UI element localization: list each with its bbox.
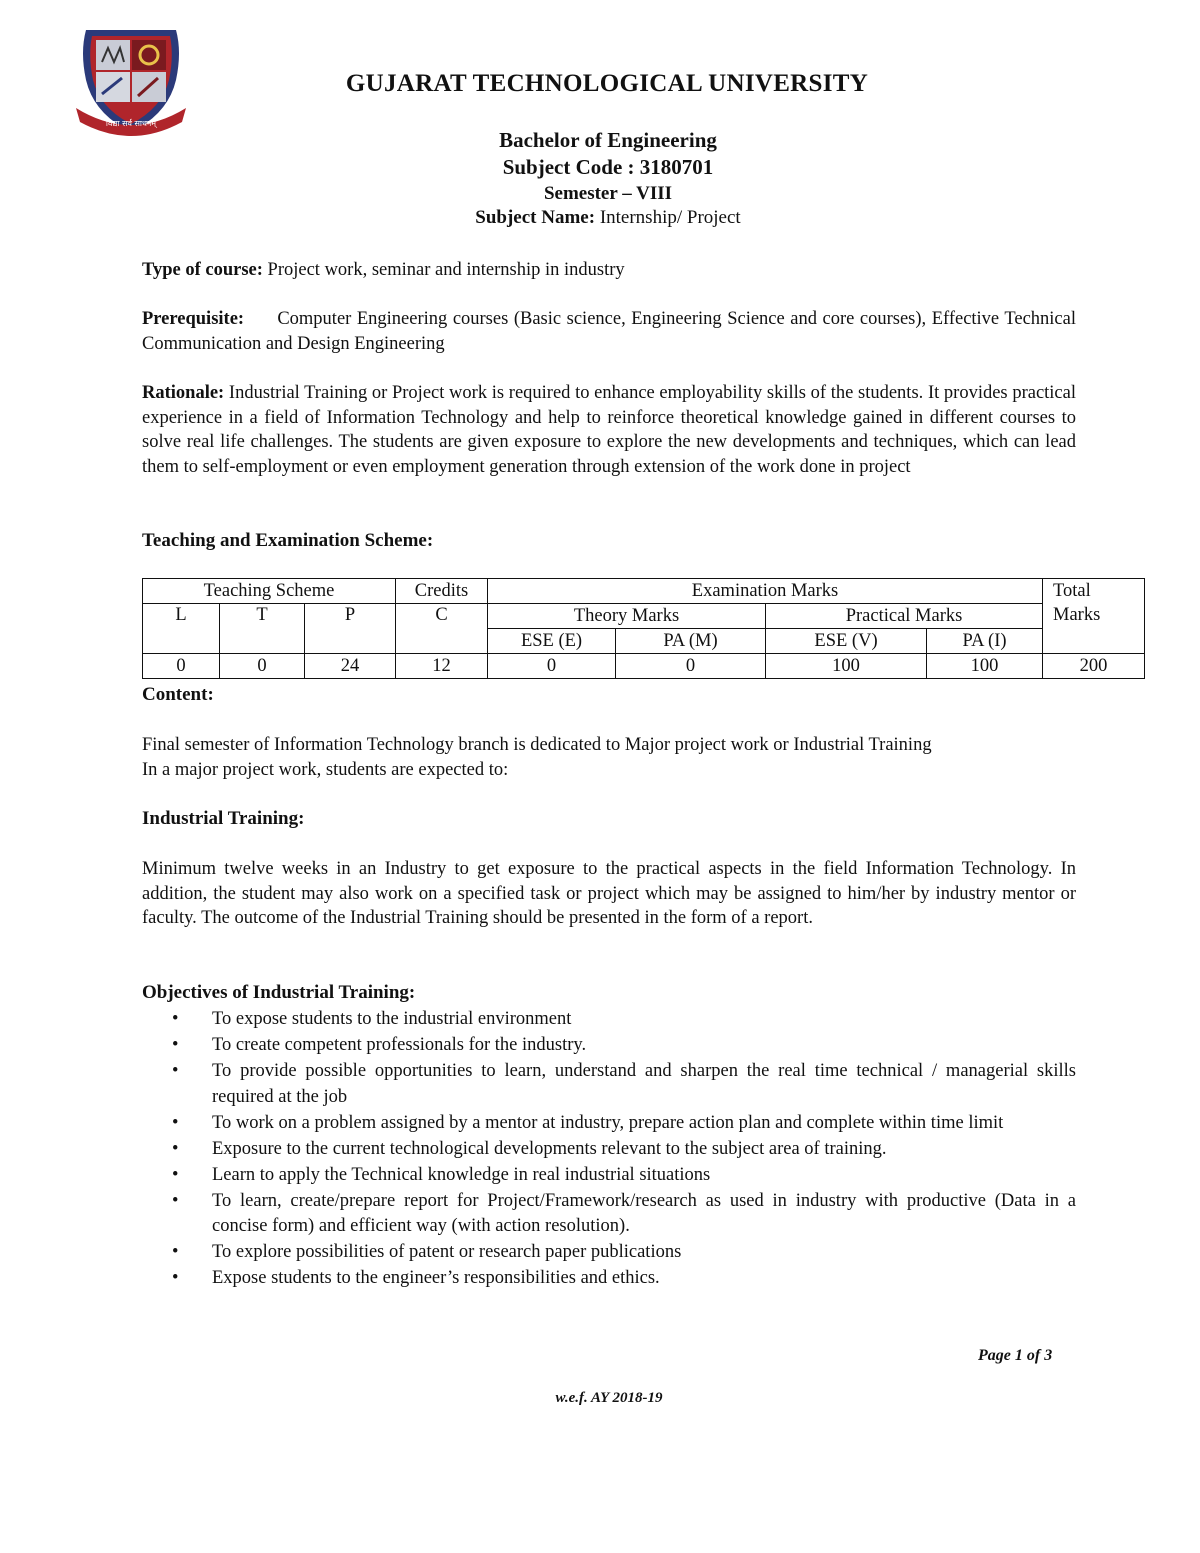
bullet-icon: • bbox=[172, 1035, 179, 1055]
marks-label: Marks bbox=[1053, 605, 1101, 625]
content-line-1: Final semester of Information Technology branch is dedicated to Major project work or Industrial Training bbox=[142, 735, 932, 755]
type-of-course-label: Type of course: bbox=[142, 260, 263, 280]
rationale-value: Industrial Training or Project work is required to enhance employability skills of the students. It provides practical experience in a field of Information Technology and help to reinforce theoretical knowledge gained in different courses to solve real life challenges. The students are given exposure to explore the new developments and techniques, which can lead them to self-employment or even employment generation through extension of the work done in project bbox=[142, 383, 1076, 477]
subject-name bbox=[0, 207, 1200, 229]
tutorial-header: T bbox=[220, 604, 305, 654]
list-item bbox=[142, 1059, 1076, 1110]
total-marks-header bbox=[1043, 579, 1145, 654]
objective-text: Learn to apply the Technical knowledge in real industrial situations bbox=[212, 1164, 711, 1185]
type-of-course-value: Project work, seminar and internship in industry bbox=[267, 260, 625, 280]
logo-motto: विद्या सर्व साधनम् bbox=[105, 119, 157, 128]
list-item bbox=[142, 1266, 1076, 1292]
practical-header: P bbox=[305, 604, 396, 654]
credit-c-header: C bbox=[396, 604, 488, 654]
total-label: Total bbox=[1053, 581, 1091, 601]
list-item bbox=[142, 1240, 1076, 1266]
bullet-icon: • bbox=[172, 1268, 179, 1288]
list-item bbox=[142, 1137, 1076, 1163]
bullet-icon: • bbox=[172, 1190, 179, 1211]
value-total: 200 bbox=[1043, 654, 1145, 679]
objective-text: Exposure to the current technological developments relevant to the subject area of training. bbox=[212, 1138, 887, 1159]
objective-text: To learn, create/prepare report for Project/Framework/research as used in industry with productive (Data in a concise form) and efficient way (with action resolution). bbox=[212, 1190, 1076, 1236]
prerequisite-label: Prerequisite: bbox=[142, 309, 245, 329]
industrial-training-text: Minimum twelve weeks in an Industry to get exposure to the practical aspects in the field Information Technology. In addition, the student may also work on a specified task or project which may be assigned to him/her by industry mentor or faculty. The outcome of the Industrial Training should be presented in the form of a report. bbox=[142, 859, 1076, 929]
list-item bbox=[142, 1033, 1076, 1059]
bullet-icon: • bbox=[172, 1112, 179, 1133]
objective-text: To explore possibilities of patent or research paper publications bbox=[212, 1242, 682, 1262]
ese-v-header: ESE (V) bbox=[766, 629, 927, 654]
list-item bbox=[142, 1007, 1076, 1033]
scheme-heading: Teaching and Examination Scheme: bbox=[142, 530, 434, 551]
type-of-course bbox=[142, 258, 1076, 283]
objective-text: To create competent professionals for the industry. bbox=[212, 1035, 587, 1055]
practical-marks-header: Practical Marks bbox=[766, 604, 1043, 629]
prerequisite-value: Computer Engineering courses (Basic science, Engineering Science and core courses), Effective Technical Communication and Design Engineering bbox=[142, 309, 1076, 354]
objectives-list bbox=[142, 1007, 1076, 1292]
bullet-icon: • bbox=[172, 1061, 179, 1081]
list-item bbox=[142, 1163, 1076, 1189]
objective-text: To provide possible opportunities to learn, understand and sharpen the real time technical / managerial skills required at the job bbox=[212, 1061, 1076, 1107]
objectives-heading: Objectives of Industrial Training: bbox=[142, 982, 416, 1003]
examination-marks-header: Examination Marks bbox=[488, 579, 1043, 604]
objective-text: To work on a problem assigned by a mentor at industry, prepare action plan and complete within time limit bbox=[212, 1112, 1004, 1133]
subject-name-value: Internship/ Project bbox=[599, 207, 741, 228]
rationale-label: Rationale: bbox=[142, 383, 225, 403]
bullet-icon: • bbox=[172, 1164, 179, 1185]
pa-m-header: PA (M) bbox=[616, 629, 766, 654]
prerequisite bbox=[142, 307, 1076, 356]
content-line-2: In a major project work, students are expected to: bbox=[142, 760, 509, 780]
value-t: 0 bbox=[220, 654, 305, 679]
teaching-scheme-header: Teaching Scheme bbox=[143, 579, 396, 604]
value-pa-i: 100 bbox=[927, 654, 1043, 679]
teaching-examination-table bbox=[142, 578, 1145, 679]
objective-text: To expose students to the industrial environment bbox=[212, 1009, 572, 1029]
bullet-icon: • bbox=[172, 1138, 179, 1159]
degree-title: Bachelor of Engineering bbox=[499, 128, 717, 152]
wef-footer: w.e.f. AY 2018-19 bbox=[555, 1390, 663, 1406]
value-c: 12 bbox=[396, 654, 488, 679]
content-heading: Content: bbox=[142, 684, 214, 705]
university-title: GUJARAT TECHNOLOGICAL UNIVERSITY bbox=[345, 70, 869, 97]
industrial-training-heading: Industrial Training: bbox=[142, 808, 305, 829]
theory-marks-header: Theory Marks bbox=[488, 604, 766, 629]
list-item bbox=[142, 1111, 1076, 1137]
value-pa-m: 0 bbox=[616, 654, 766, 679]
semester: Semester – VIII bbox=[543, 183, 673, 204]
value-p: 24 bbox=[305, 654, 396, 679]
list-item bbox=[142, 1189, 1076, 1240]
lecture-header: L bbox=[143, 604, 220, 654]
ese-e-header: ESE (E) bbox=[488, 629, 616, 654]
value-l: 0 bbox=[143, 654, 220, 679]
objective-text: Expose students to the engineer’s responsibilities and ethics. bbox=[212, 1268, 660, 1288]
subject-name-label: Subject Name: bbox=[475, 207, 596, 228]
bullet-icon: • bbox=[172, 1009, 179, 1029]
bullet-icon: • bbox=[172, 1242, 179, 1262]
rationale bbox=[142, 381, 1076, 479]
credits-header: Credits bbox=[396, 579, 488, 604]
subject-code: Subject Code : 3180701 bbox=[502, 155, 714, 179]
page-number: Page 1 of 3 bbox=[978, 1347, 1053, 1364]
value-ese-v: 100 bbox=[766, 654, 927, 679]
value-ese-e: 0 bbox=[488, 654, 616, 679]
table-row bbox=[143, 654, 1145, 679]
pa-i-header: PA (I) bbox=[927, 629, 1043, 654]
